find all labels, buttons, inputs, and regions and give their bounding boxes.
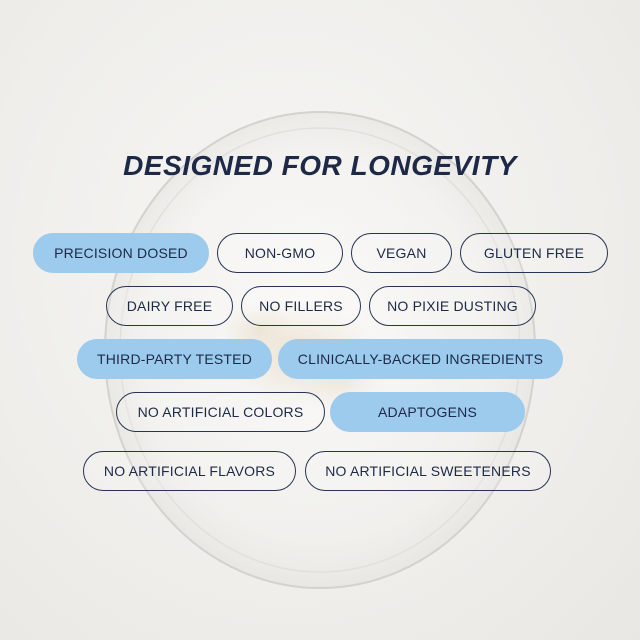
- tag-gluten-free: GLUTEN FREE: [460, 233, 608, 273]
- tag-no-fillers: NO FILLERS: [241, 286, 361, 326]
- headline: DESIGNED FOR LONGEVITY: [123, 150, 517, 181]
- tag-no-pixie-dusting: NO PIXIE DUSTING: [369, 286, 536, 326]
- tag-clinically-backed-ingredients: CLINICALLY-BACKED INGREDIENTS: [278, 339, 563, 379]
- tag-adaptogens: ADAPTOGENS: [330, 392, 525, 432]
- tag-no-artificial-sweeteners: NO ARTIFICIAL SWEETENERS: [305, 451, 551, 491]
- tag-dairy-free: DAIRY FREE: [106, 286, 233, 326]
- tag-vegan: VEGAN: [351, 233, 452, 273]
- tag-no-artificial-flavors: NO ARTIFICIAL FLAVORS: [83, 451, 296, 491]
- tag-no-artificial-colors: NO ARTIFICIAL COLORS: [116, 392, 325, 432]
- tag-precision-dosed: PRECISION DOSED: [33, 233, 209, 273]
- tag-third-party-tested: THIRD-PARTY TESTED: [77, 339, 272, 379]
- tag-non-gmo: NON-GMO: [217, 233, 343, 273]
